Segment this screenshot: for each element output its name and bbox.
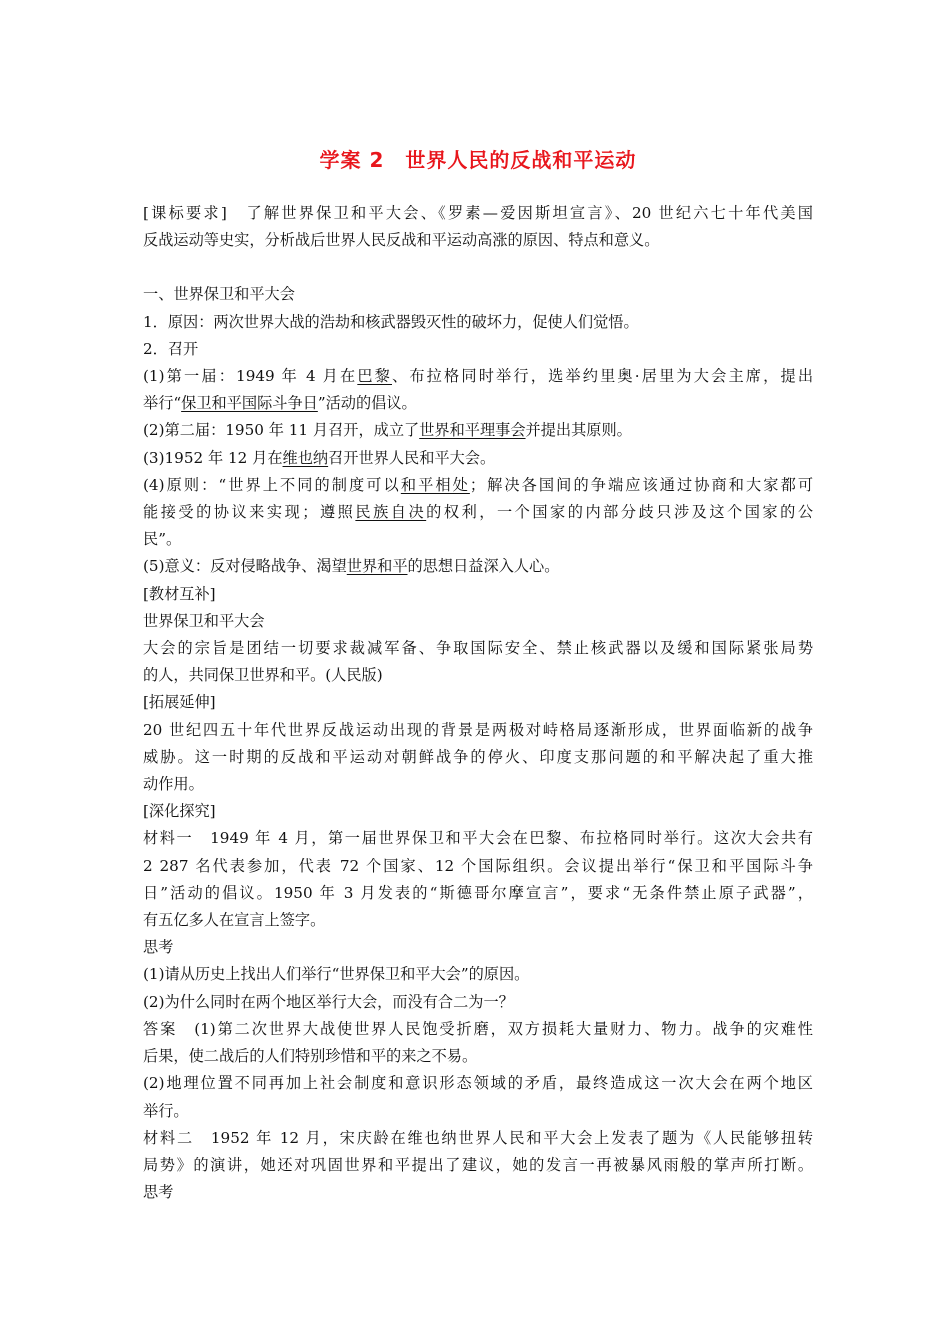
underlined-term: 民族自决	[355, 503, 427, 522]
requirement-line-2: 反战运动等史实，分析战后世界人民反战和平运动高涨的原因、特点和意义。	[143, 231, 660, 250]
underlined-term: 世界和平	[346, 557, 408, 576]
item-2: (2)第二届：1950 年 11 月召开，成立了世界和平理事会并提出其原则。	[143, 421, 632, 440]
extension-tag: [拓展延伸]	[143, 693, 216, 712]
think-label: 思考	[143, 938, 174, 957]
item-4-line-2: 能接受的协议来实现；遵照民族自决的权利，一个国家的内部分歧只涉及这个国家的公	[143, 503, 814, 522]
item-5: (5)意义：反对侵略战争、渴望世界和平的思想日益深入人心。	[143, 557, 560, 576]
underlined-term: 巴黎	[357, 367, 392, 386]
answer-line-4: 举行。	[143, 1101, 189, 1120]
section-heading: 一、世界保卫和平大会	[143, 285, 295, 304]
extension-line-1: 20 世纪四五十年代世界反战运动出现的背景是两极对峙格局逐渐形成，世界面临新的战争	[143, 720, 813, 739]
item-4-line-3: 民”。	[143, 530, 182, 549]
inquiry-tag: [深化探究]	[143, 802, 216, 821]
answer-line-1: 答案 (1)第二次世界大战使世界人民饱受折磨，双方损耗大量财力、物力。战争的灾难性	[143, 1019, 813, 1038]
underlined-term: 保卫和平国际斗争日	[181, 394, 318, 413]
document-body	[143, 200, 813, 1206]
document-title: 学案 2 世界人民的反战和平运动	[319, 148, 637, 172]
material-2-line-1: 材料二 1952 年 12 月，宋庆龄在维也纳世界人民和平大会上发表了题为《人民能够扭转	[143, 1128, 813, 1147]
item-1-line-1: (1)第一届：1949 年 4 月在巴黎、布拉格同时举行，选举约里奥·居里为大会主席，提出	[143, 367, 814, 386]
paragraph-gap	[143, 254, 813, 281]
item-3: (3)1952 年 12 月在维也纳召开世界人民和平大会。	[143, 448, 496, 467]
underlined-term: 维也纳	[282, 448, 329, 467]
answer-line-2: 后果，使二战后的人们特别珍惜和平的来之不易。	[143, 1047, 478, 1066]
extension-line-2: 威胁。这一时期的反战和平运动对朝鲜战争的停火、印度支那问题的和平解决起了重大推	[143, 747, 813, 766]
question-1: (1)请从历史上找出人们举行“世界保卫和平大会”的原因。	[143, 965, 530, 984]
requirement-line-1: [课标要求] 了解世界保卫和平大会、《罗素—爱因斯坦宣言》、20 世纪六七十年代美国	[143, 204, 813, 222]
underlined-term: 世界和平理事会	[419, 421, 526, 440]
material-1-line-4: 有五亿多人在宣言上签字。	[143, 911, 326, 930]
supplement-line-2: 的人，共同保卫世界和平。(人民版)	[143, 666, 383, 685]
material-1-line-1: 材料一 1949 年 4 月，第一届世界保卫和平大会在巴黎、布拉格同时举行。这次大会共有	[143, 829, 813, 848]
think-label-2: 思考	[143, 1183, 174, 1202]
material-1-line-3: 日”活动的倡议。1950 年 3 月发表的“斯德哥尔摩宣言”，要求“无条件禁止原子武器”，	[143, 883, 813, 902]
supplement-line-1: 大会的宗旨是团结一切要求裁减军备、争取国际安全、禁止核武器以及缓和国际紧张局势	[143, 639, 813, 658]
convene-line: 2．召开	[143, 339, 199, 358]
answer-line-3: (2)地理位置不同再加上社会制度和意识形态领域的矛盾，最终造成这一次大会在两个地区	[143, 1074, 813, 1093]
item-1-line-2: 举行“保卫和平国际斗争日”活动的倡议。	[143, 394, 417, 413]
supplement-heading: 世界保卫和平大会	[143, 611, 265, 630]
question-2: (2)为什么同时在两个地区举行大会，而没有合二为一？	[143, 992, 514, 1011]
item-4-line-1: (4)原则：“世界上不同的制度可以和平相处；解决各国间的争端应该通过协商和大家都可	[143, 475, 814, 494]
extension-line-3: 动作用。	[143, 775, 204, 794]
supplement-tag: [教材互补]	[143, 584, 216, 603]
material-2-line-2: 局势》的演讲，她还对巩固世界和平提出了建议，她的发言一再被暴风雨般的掌声所打断。	[143, 1155, 813, 1174]
material-1-line-2: 2 287 名代表参加，代表 72 个国家、12 个国际组织。会议提出举行“保卫和平国际斗争	[143, 856, 813, 875]
underlined-term: 和平相处	[400, 475, 470, 494]
reason-line: 1．原因：两次世界大战的浩劫和核武器毁灭性的破坏力，促使人们觉悟。	[143, 312, 639, 331]
